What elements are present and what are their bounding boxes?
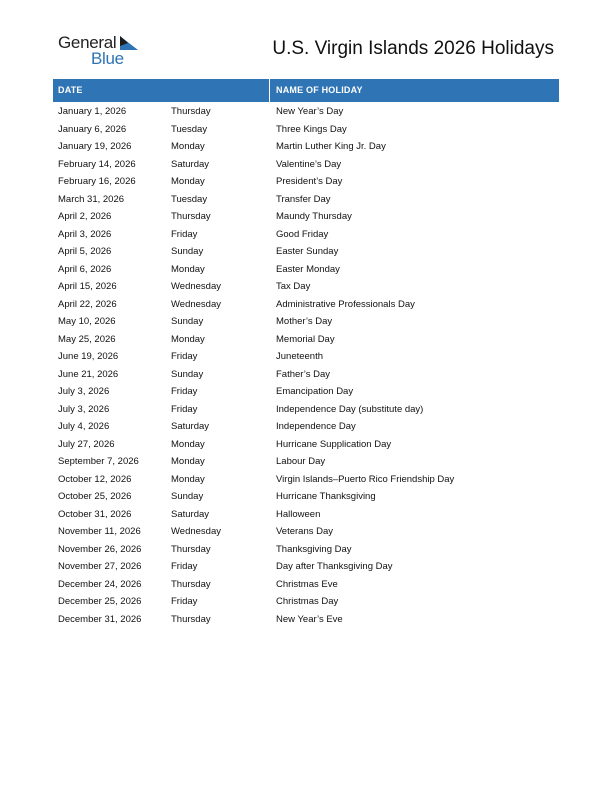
row-date: November 27, 2026 [58, 561, 142, 572]
row-weekday: Friday [171, 403, 198, 415]
table-row [53, 611, 559, 629]
row-holiday-name: Independence Day [276, 421, 356, 432]
table-row [53, 418, 559, 436]
table-row [53, 366, 559, 384]
row-holiday-name: Martin Luther King Jr. Day [276, 141, 386, 152]
table-row [53, 383, 559, 401]
row-date: April 15, 2026 [58, 281, 117, 292]
row-weekday: Wednesday [171, 298, 221, 310]
row-weekday: Saturday [171, 158, 210, 170]
row-date: January 6, 2026 [58, 123, 127, 135]
row-weekday: Friday [171, 228, 198, 240]
table-row [53, 558, 559, 576]
row-holiday-name: Tax Day [276, 281, 311, 292]
table-header [53, 79, 559, 102]
row-holiday-name: Hurricane Supplication Day [276, 438, 392, 450]
row-date: July 3, 2026 [58, 386, 110, 397]
row-holiday-name: Christmas Day [276, 596, 339, 607]
holiday-table [53, 79, 559, 628]
row-date: April 6, 2026 [58, 263, 112, 275]
row-weekday: Thursday [171, 211, 211, 222]
page-title: U.S. Virgin Islands 2026 Holidays [272, 38, 554, 59]
row-weekday: Saturday [171, 421, 210, 432]
header-divider [269, 79, 270, 102]
table-row [53, 453, 559, 471]
row-date: April 22, 2026 [58, 298, 117, 310]
row-date: January 1, 2026 [58, 106, 127, 117]
row-weekday: Friday [171, 351, 198, 362]
row-holiday-name: Easter Sunday [276, 246, 339, 257]
row-holiday-name: Valentine’s Day [276, 158, 342, 170]
table-row [53, 261, 559, 279]
row-date: September 7, 2026 [58, 456, 139, 467]
table-row [53, 156, 559, 174]
row-weekday: Thursday [171, 613, 211, 625]
table-row [53, 576, 559, 594]
row-holiday-name: President’s Day [276, 176, 343, 187]
row-holiday-name: Easter Monday [276, 263, 340, 275]
row-holiday-name: Memorial Day [276, 333, 335, 345]
table-row [53, 488, 559, 506]
row-date: July 4, 2026 [58, 421, 110, 432]
row-date: November 26, 2026 [58, 543, 142, 555]
row-weekday: Monday [171, 263, 205, 275]
row-weekday: Monday [171, 456, 205, 467]
row-date: April 5, 2026 [58, 246, 112, 257]
row-holiday-name: Good Friday [276, 228, 329, 240]
row-weekday: Monday [171, 473, 205, 485]
row-weekday: Thursday [171, 106, 211, 117]
row-date: April 3, 2026 [58, 228, 112, 240]
table-row [53, 313, 559, 331]
row-holiday-name: Day after Thanksgiving Day [276, 561, 393, 572]
row-date: December 31, 2026 [58, 613, 142, 625]
row-weekday: Saturday [171, 508, 210, 520]
row-date: April 2, 2026 [58, 211, 112, 222]
row-weekday: Tuesday [171, 123, 208, 135]
row-date: February 14, 2026 [58, 158, 136, 170]
table-row [53, 593, 559, 611]
row-date: July 27, 2026 [58, 438, 115, 450]
row-weekday: Monday [171, 141, 205, 152]
table-row [53, 278, 559, 296]
row-date: March 31, 2026 [58, 193, 125, 205]
row-date: June 19, 2026 [58, 351, 119, 362]
row-weekday: Sunday [171, 491, 204, 502]
row-holiday-name: New Year’s Day [276, 106, 344, 117]
row-weekday: Monday [171, 176, 205, 187]
row-date: December 24, 2026 [58, 578, 142, 590]
row-holiday-name: Maundy Thursday [276, 211, 352, 222]
row-holiday-name: Father’s Day [276, 368, 331, 380]
table-row [53, 103, 559, 121]
row-holiday-name: Transfer Day [276, 193, 331, 205]
table-row [53, 191, 559, 209]
logo-flag-icon [120, 36, 138, 50]
row-weekday: Friday [171, 561, 198, 572]
row-holiday-name: Labour Day [276, 456, 326, 467]
column-header-date: DATE [58, 85, 83, 95]
table-row [53, 401, 559, 419]
row-weekday: Thursday [171, 578, 211, 590]
row-weekday: Friday [171, 386, 198, 397]
table-row [53, 471, 559, 489]
row-weekday: Wednesday [171, 281, 221, 292]
row-date: July 3, 2026 [58, 403, 110, 415]
table-row [53, 523, 559, 541]
row-date: May 25, 2026 [58, 333, 116, 345]
table-row [53, 331, 559, 349]
row-weekday: Sunday [171, 368, 204, 380]
row-date: November 11, 2026 [58, 526, 141, 537]
row-holiday-name: Halloween [276, 508, 321, 520]
row-holiday-name: Mother’s Day [276, 316, 333, 327]
table-row [53, 121, 559, 139]
row-weekday: Sunday [171, 246, 204, 257]
table-row [53, 506, 559, 524]
row-weekday: Monday [171, 333, 205, 345]
row-holiday-name: Three Kings Day [276, 123, 347, 135]
row-holiday-name: Juneteenth [276, 351, 324, 362]
table-row [53, 296, 559, 314]
row-holiday-name: Christmas Eve [276, 578, 338, 590]
table-body [53, 102, 559, 628]
row-date: May 10, 2026 [58, 316, 116, 327]
row-weekday: Friday [171, 596, 198, 607]
table-row [53, 173, 559, 191]
row-date: January 19, 2026 [58, 141, 132, 152]
row-date: October 12, 2026 [58, 473, 132, 485]
column-header-holiday: NAME OF HOLIDAY [276, 85, 363, 95]
table-row [53, 138, 559, 156]
row-holiday-name: Veterans Day [276, 526, 334, 537]
row-holiday-name: Administrative Professionals Day [276, 298, 415, 310]
row-weekday: Wednesday [171, 526, 221, 537]
row-date: October 25, 2026 [58, 491, 132, 502]
logo-text-general: General [58, 33, 117, 52]
table-row [53, 208, 559, 226]
row-date: October 31, 2026 [58, 508, 132, 520]
row-date: December 25, 2026 [58, 596, 142, 607]
table-row [53, 243, 559, 261]
table-row [53, 348, 559, 366]
row-date: June 21, 2026 [58, 368, 119, 380]
row-weekday: Sunday [171, 316, 204, 327]
row-weekday: Thursday [171, 543, 211, 555]
table-row [53, 226, 559, 244]
table-row [53, 541, 559, 559]
logo-text-blue: Blue [91, 49, 124, 68]
row-holiday-name: Virgin Islands–Puerto Rico Friendship Day [276, 473, 455, 485]
table-row [53, 436, 559, 454]
row-holiday-name: Emancipation Day [276, 386, 354, 397]
row-holiday-name: Independence Day (substitute day) [276, 403, 424, 415]
row-holiday-name: Thanksgiving Day [276, 543, 352, 555]
row-weekday: Monday [171, 438, 205, 450]
logo [58, 33, 148, 69]
row-date: February 16, 2026 [58, 176, 136, 187]
row-weekday: Tuesday [171, 193, 208, 205]
row-holiday-name: New Year’s Eve [276, 613, 343, 625]
row-holiday-name: Hurricane Thanksgiving [276, 491, 376, 502]
